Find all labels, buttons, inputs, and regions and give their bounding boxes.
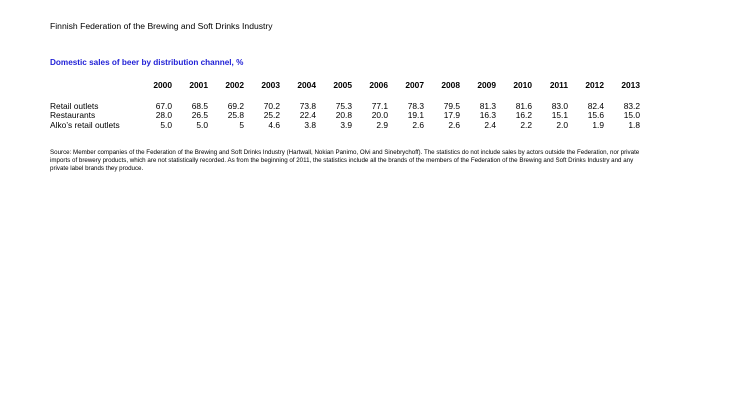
table-cell: 15.0 <box>623 110 640 121</box>
table-cell: 2.0 <box>556 119 568 130</box>
table-cell: 25.2 <box>263 110 280 121</box>
table-cell: 17.9 <box>443 110 460 121</box>
year-header: 2008 <box>441 80 460 90</box>
year-header: 2002 <box>225 80 244 90</box>
year-header-row <box>48 78 640 97</box>
table-cell: 67.0 <box>155 101 172 111</box>
table-cell: 83.2 <box>623 101 640 111</box>
table-cell: 4.6 <box>268 119 280 130</box>
source-note: Source: Member companies of the Federation of the Brewing and Soft Drinks Industry (Hartwall, Nokian Panimo, Olvi and Sinebrychoff). The statistics do not include sales by actors outside the Federation, nor private imports of brewery products, which are not statistically recorded. As from the beginning of 2011, the statistics include all the brands of the members of the Federation of the Brewing and Soft Drinks Industry and any private label brands they produce. <box>50 149 640 172</box>
table-cell: 15.1 <box>551 110 568 121</box>
table-cell: 2.9 <box>376 119 388 130</box>
table-cell: 5.0 <box>160 119 172 130</box>
year-header: 2005 <box>333 80 352 90</box>
year-header: 2000 <box>153 80 172 90</box>
table-cell: 25.8 <box>227 110 244 121</box>
table-cell: 1.8 <box>628 119 640 130</box>
table-cell: 73.8 <box>299 101 316 111</box>
year-header: 2012 <box>585 80 604 90</box>
table-cell: 5.0 <box>196 119 208 130</box>
table-cell: 75.3 <box>335 101 352 111</box>
year-header: 2010 <box>513 80 532 90</box>
row-label: Alko’s retail outlets <box>50 119 120 130</box>
table-cell: 28.0 <box>155 110 172 121</box>
table-cell: 1.9 <box>592 119 604 130</box>
year-header: 2009 <box>477 80 496 90</box>
row-label: Retail outlets <box>50 101 99 111</box>
table-cell: 77.1 <box>371 101 388 111</box>
year-header: 2001 <box>189 80 208 90</box>
table-cell: 81.3 <box>479 101 496 111</box>
table-cell: 20.8 <box>335 110 352 121</box>
year-header: 2011 <box>549 80 568 90</box>
table-cell: 16.2 <box>515 110 532 121</box>
year-header: 2013 <box>621 80 640 90</box>
year-header: 2004 <box>297 80 316 90</box>
year-header: 2003 <box>261 80 280 90</box>
table-cell: 5 <box>239 119 244 130</box>
row-label: Restaurants <box>50 110 96 121</box>
table-cell: 3.9 <box>340 119 352 130</box>
table-cell: 81.6 <box>515 101 532 111</box>
table-cell: 82.4 <box>587 101 604 111</box>
table-cell: 15.6 <box>587 110 604 121</box>
row-label-header <box>48 78 136 97</box>
table-cell: 79.5 <box>443 101 460 111</box>
table-title: Domestic sales of beer by distribution channel, % <box>50 58 244 67</box>
table-cell: 16.3 <box>479 110 496 121</box>
table-cell: 2.4 <box>484 119 496 130</box>
table-cell: 2.2 <box>520 119 532 130</box>
table-cell: 26.5 <box>191 110 208 121</box>
table-cell: 19.1 <box>407 110 424 121</box>
table-cell: 70.2 <box>263 101 280 111</box>
organization-name: Finnish Federation of the Brewing and Soft Drinks Industry <box>50 21 273 31</box>
table-cell: 69.2 <box>227 101 244 111</box>
table-cell: 22.4 <box>299 110 316 121</box>
year-header: 2006 <box>369 80 388 90</box>
table-cell: 20.0 <box>371 110 388 121</box>
sales-table <box>48 78 640 130</box>
table-cell: 83.0 <box>551 101 568 111</box>
table-row <box>48 121 640 130</box>
table-cell: 68.5 <box>191 101 208 111</box>
table-cell: 2.6 <box>448 119 460 130</box>
table-cell: 78.3 <box>407 101 424 111</box>
table-cell: 2.6 <box>412 119 424 130</box>
table-cell: 3.8 <box>304 119 316 130</box>
year-header: 2007 <box>405 80 424 90</box>
